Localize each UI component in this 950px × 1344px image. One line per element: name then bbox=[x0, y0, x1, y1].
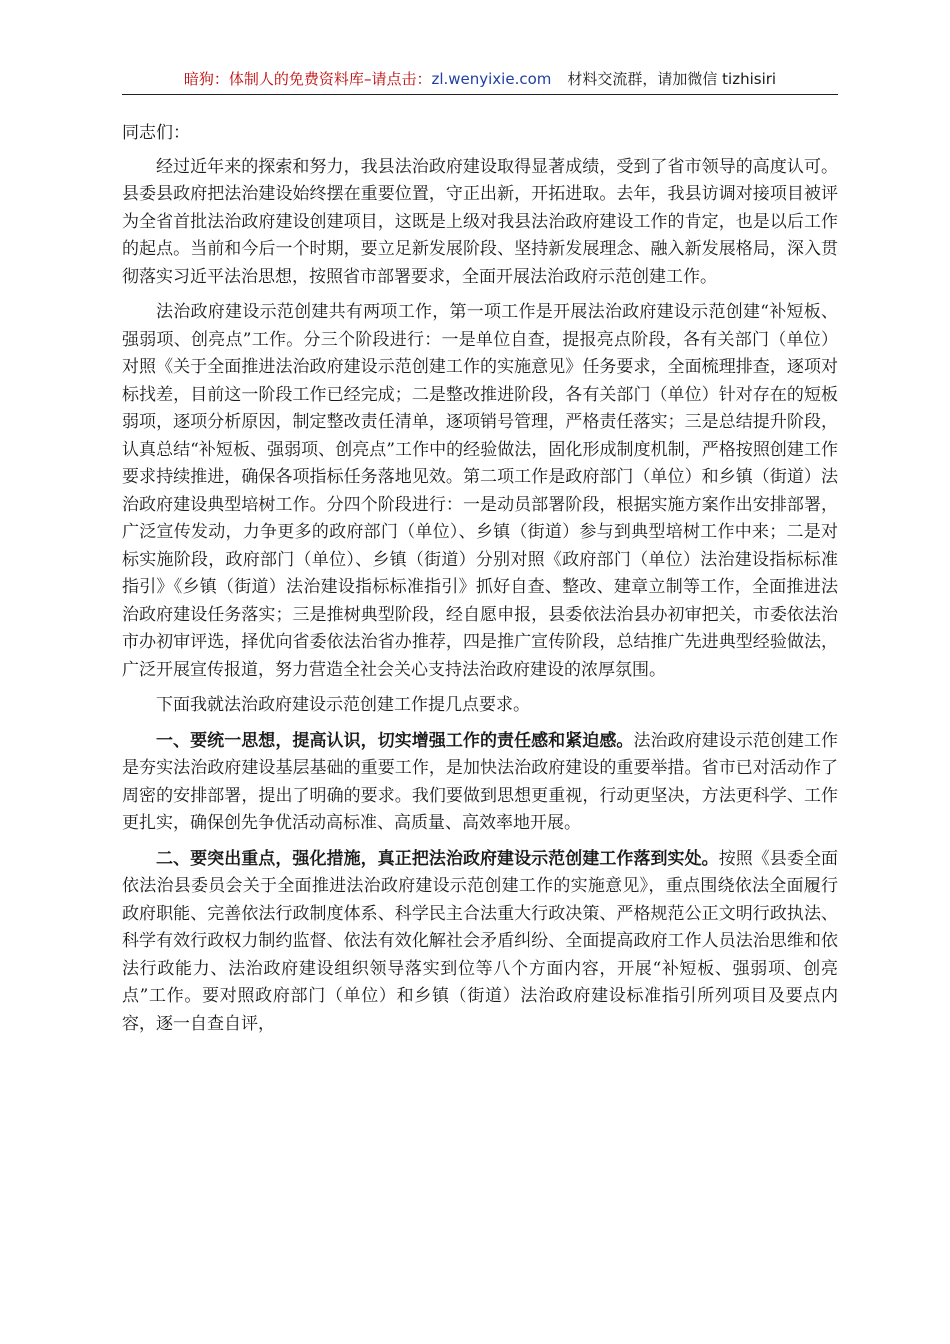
paragraph-3-text: 下面我就法治政府建设示范创建工作提几点要求。 bbox=[156, 695, 530, 715]
paragraph-1 bbox=[122, 154, 838, 292]
salutation: 同志们： bbox=[122, 123, 190, 143]
page-header bbox=[122, 66, 838, 95]
header-separator: –请点击： bbox=[363, 70, 432, 88]
paragraph-2 bbox=[122, 299, 838, 684]
paragraph-5 bbox=[122, 846, 838, 1039]
document-body bbox=[122, 120, 838, 1046]
paragraph-5-text: 按照《县委全面依法治县委员会关于全面推进法治政府建设示范创建工作的实施意见》，重点围绕依法全面履行政府职能、完善依法行政制度体系、科学民主合法重大行政决策、严格规范公正文明行政执法、科学有效行政权力制约监督、依法有效化解社会矛盾纠纷、全面提高政府工作人员法治思维和依法行政能力、法治政府建设组织领导落实到位等八个方面内容，开展“补短板、强弱项、创亮点”工作。要对照政府部门（单位）和乡镇（街道）法治政府建设标准指引所列项目及要点内容，逐一自查自评， bbox=[122, 848, 839, 1034]
paragraph-4-text: 法治政府建设示范创建工作是夯实法治政府建设基层基础的重要工作，是加快法治政府建设的重要举措。省市已对活动作了周密的安排部署，提出了明确的要求。我们要做到思想更重视，行动更坚决，方法更科学、工作更扎实，确保创先争优活动高标准、高质量、高效率地开展。 bbox=[122, 730, 839, 833]
paragraph-2-text: 法治政府建设示范创建共有两项工作，第一项工作是开展法治政府建设示范创建“补短板、强弱项、创亮点”工作。分三个阶段进行：一是单位自查，提报亮点阶段，各有关部门（单位）对照《关于全面推进法治政府建设示范创建工作的实施意见》任务要求，全面梳理排查，逐项对标找差，目前这一阶段工作已经完成；二是整改推进阶段，各有关部门（单位）针对存在的短板弱项，逐项分析原因，制定整改责任清单，逐项销号管理，严格责任落实；三是总结提升阶段，认真总结“补短板、强弱项、创亮点”工作中的经验做法，固化形成制度机制，严格按照创建工作要求持续推进，确保各项指标任务落地见效。第二项工作是政府部门（单位）和乡镇（街道）法治政府建设典型培树工作。分四个阶段进行：一是动员部署阶段，根据实施方案作出安排部署，广泛宣传发动，力争更多的政府部门（单位）、乡镇（街道）参与到典型培树工作中来；二是对标实施阶段，政府部门（单位）、乡镇（街道）分别对照《政府部门（单位）法治建设指标标准指引》《乡镇（街道）法治建设指标标准指引》抓好自查、整改、建章立制等工作，全面推进法治政府建设任务落实；三是推树典型阶段，经自愿申报，县委依法治县办初审把关，市委依法治市办初审评选，择优向省委依法治省办推荐，四是推广宣传阶段，总结推广先进典型经验做法，广泛开展宣传报道，努力营造全社会关心支持法治政府建设的浓厚氛围。 bbox=[122, 302, 838, 680]
header-brand: 暗狗：体制人的免费资料库 bbox=[183, 70, 364, 88]
paragraph-1-text: 经过近年来的探索和努力，我县法治政府建设取得显著成绩，受到了省市领导的高度认可。县委县政府把法治建设始终摆在重要位置，守正出新，开拓进取。去年，我县访调对接项目被评为全省首批法治政府建设创建项目，这既是上级对我县法治政府建设工作的肯定，也是以后工作的起点。当前和今后一个时期，要立足新发展阶段、坚持新发展理念、融入新发展格局，深入贯彻落实习近平法治思想，按照省市部署要求，全面开展法治政府示范创建工作。 bbox=[122, 156, 838, 287]
header-contact: 材料交流群，请加微信 tizhisiri bbox=[567, 70, 777, 88]
paragraph-3 bbox=[122, 692, 838, 720]
paragraph-4 bbox=[122, 728, 838, 838]
header-url-link[interactable]: zl.wenyixie.com bbox=[431, 70, 552, 88]
paragraph-4-lead: 一、要统一思想，提高认识，切实增强工作的责任感和紧迫感。 bbox=[156, 730, 634, 751]
paragraph-5-lead: 二、要突出重点，强化措施，真正把法治政府建设示范创建工作落到实处。 bbox=[156, 848, 719, 869]
